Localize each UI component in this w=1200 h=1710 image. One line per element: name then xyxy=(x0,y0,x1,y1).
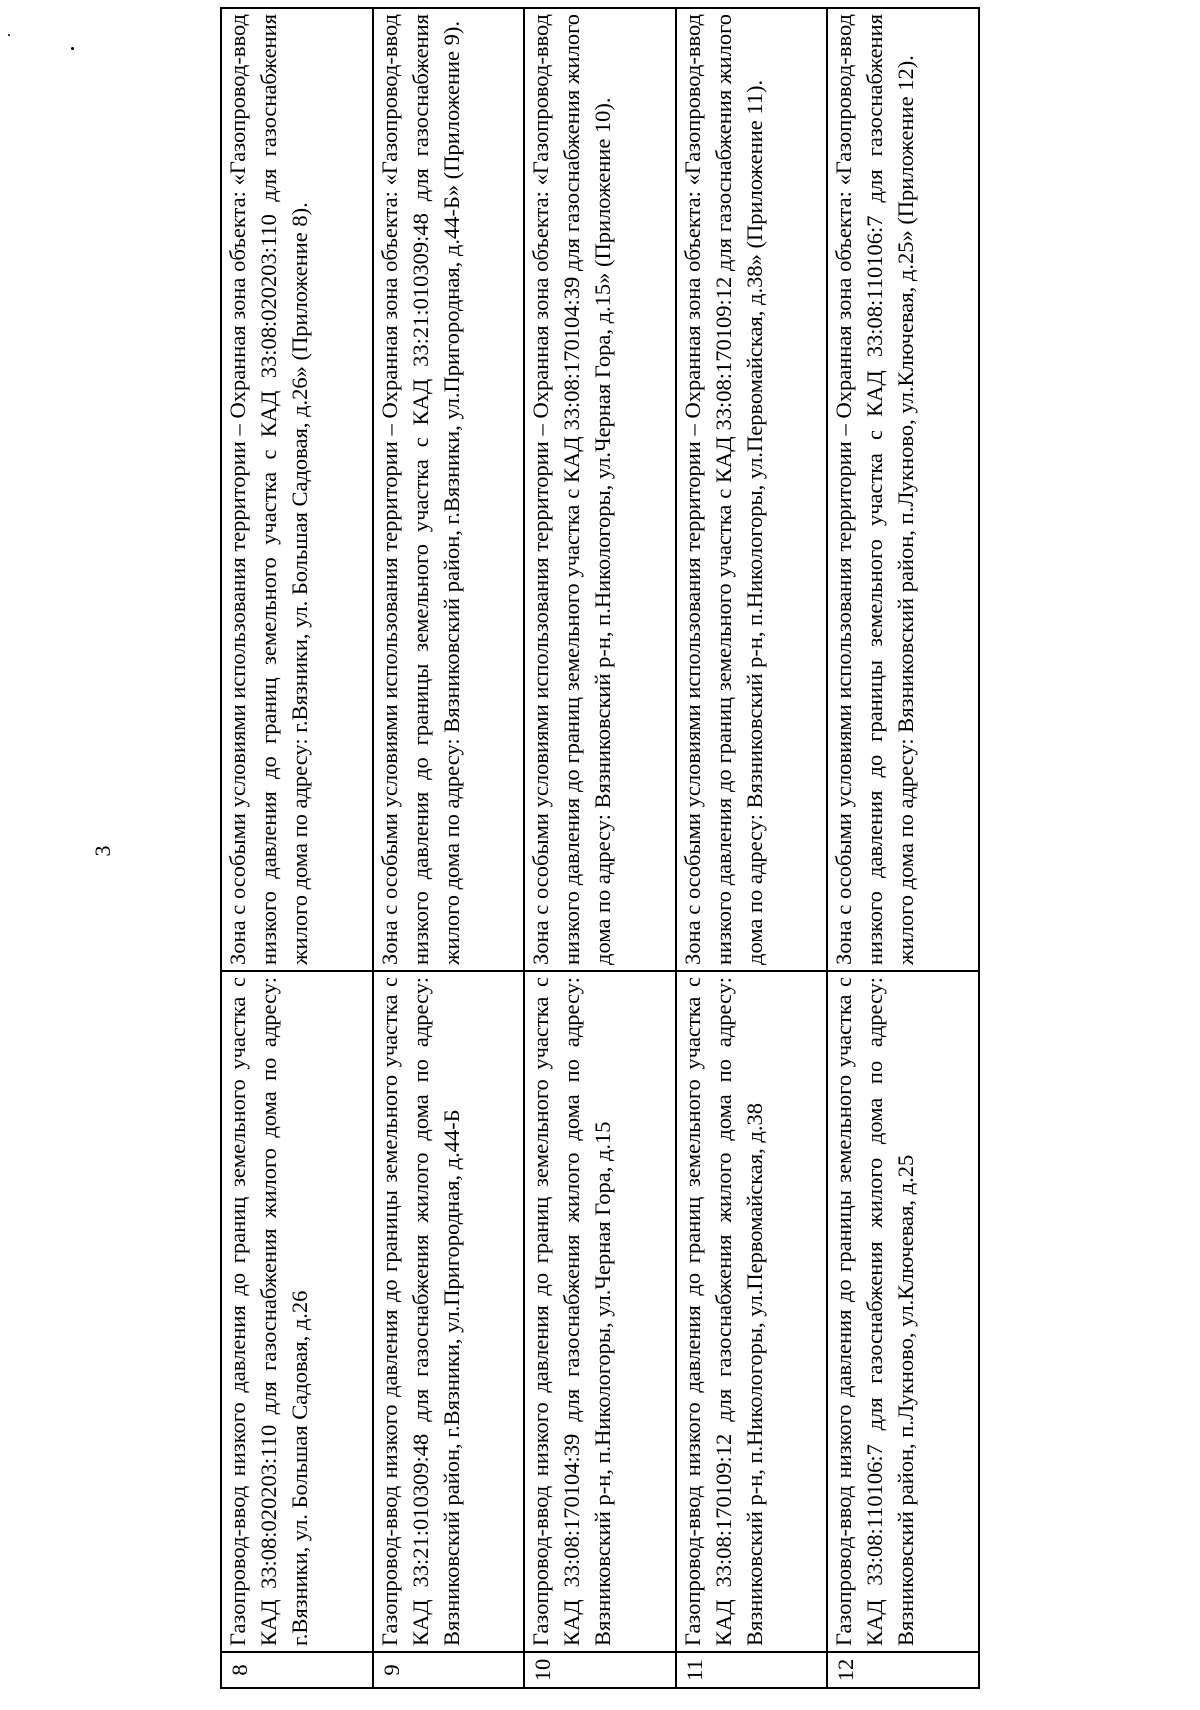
table-row xyxy=(524,8,676,1688)
object-name-cell: Газопровод-ввод низкого давления до границы земельного участка с КАД 33:08:110106:7 для газоснабжения жилого дома по адресу: Вязниковский район, п.Лукново, ул.Ключевая, д.25 xyxy=(827,971,979,1652)
row-number: 10 xyxy=(524,1652,676,1688)
protection-zone-cell: Зона с особыми условиями использования территории – Охранная зона объекта: «Газопровод-ввод низкого давления до границ земельного участка с КАД 33:08:170109:12 для газоснабжения жилого дома по адресу: Вязниковский р-н, п.Никологоры, ул.Первомайская, д.38» (Приложение 11). xyxy=(676,8,828,971)
row-number: 8 xyxy=(221,1652,373,1688)
protection-zone-cell: Зона с особыми условиями использования территории – Охранная зона объекта: «Газопровод-ввод низкого давления до границ земельного участка с КАД 33:08:170104:39 для газоснабжения жилого дома по адресу: Вязниковский р-н, п.Никологоры, ул.Черная Гора, д.15» (Приложение 10). xyxy=(524,8,676,971)
object-name-cell: Газопровод-ввод низкого давления до границ земельного участка с КАД 33:08:170104:39 для газоснабжения жилого дома по адресу: Вязниковский р-н, п.Никологоры, ул.Черная Гора, д.15 xyxy=(524,971,676,1652)
table-row xyxy=(221,8,373,1688)
table-row xyxy=(373,8,525,1688)
table-row xyxy=(827,8,979,1688)
object-name-cell: Газопровод-ввод низкого давления до границ земельного участка с КАД 33:08:020203:110 для газоснабжения жилого дома по адресу: г.Вязники, ул. Большая Садовая, д.26 xyxy=(221,971,373,1652)
protection-zone-cell: Зона с особыми условиями использования территории – Охранная зона объекта: «Газопровод-ввод низкого давления до границы земельного участка с КАД 33:21:010309:48 для газоснабжения жилого дома по адресу: Вязниковский район, г.Вязники, ул.Пригородная, д.44-Б» (Приложение 9). xyxy=(373,8,525,971)
row-number: 11 xyxy=(676,1652,828,1688)
protection-zone-cell: Зона с особыми условиями использования территории – Охранная зона объекта: «Газопровод-ввод низкого давления до границы земельного участка с КАД 33:08:110106:7 для газоснабжения жилого дома по адресу: Вязниковский район, п.Лукново, ул.Ключевая, д.25» (Приложение 12). xyxy=(827,8,979,971)
object-name-cell: Газопровод-ввод низкого давления до границы земельного участка с КАД 33:21:010309:48 для газоснабжения жилого дома по адресу: Вязниковский район, г.Вязники, ул.Пригородная, д.44-Б xyxy=(373,971,525,1652)
page-number: 3 xyxy=(90,845,115,857)
rotated-table-container xyxy=(220,9,980,1689)
row-number: 12 xyxy=(827,1652,979,1688)
table-row xyxy=(676,8,828,1688)
protection-zone-cell: Зона с особыми условиями использования территории – Охранная зона объекта: «Газопровод-ввод низкого давления до границ земельного участка с КАД 33:08:020203:110 для газоснабжения жилого дома по адресу: г.Вязники, ул. Большая Садовая, д.26» (Приложение 8). xyxy=(221,8,373,971)
row-number: 9 xyxy=(373,1652,525,1688)
gas-pipeline-table xyxy=(220,7,980,1689)
object-name-cell: Газопровод-ввод низкого давления до границ земельного участка с КАД 33:08:170109:12 для газоснабжения жилого дома по адресу: Вязниковский р-н, п.Никологоры, ул.Первомайская, д.38 xyxy=(676,971,828,1652)
scan-speck xyxy=(8,34,10,36)
scan-speck xyxy=(71,47,74,50)
